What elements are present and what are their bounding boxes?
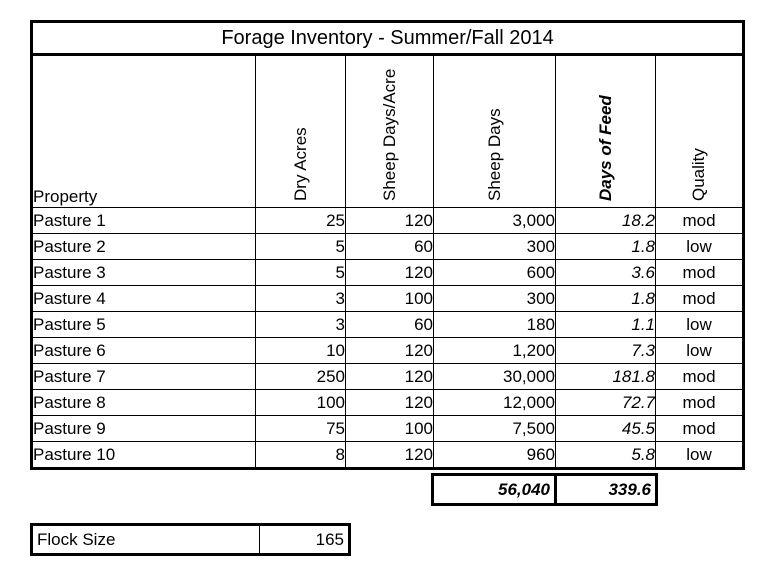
sheep-days-cell: 960	[434, 442, 556, 469]
property-cell: Pasture 1	[32, 208, 256, 234]
days-of-feed-cell: 5.8	[556, 442, 656, 469]
header-property: Property	[32, 55, 256, 208]
dry-acres-cell: 8	[256, 442, 346, 469]
sheep-days-per-acre-cell: 60	[346, 234, 434, 260]
header-sheep-days-per-acre: Sheep Days/Acre	[379, 68, 399, 201]
property-cell: Pasture 3	[32, 260, 256, 286]
days-of-feed-cell: 45.5	[556, 416, 656, 442]
dry-acres-cell: 5	[256, 260, 346, 286]
property-cell: Pasture 8	[32, 390, 256, 416]
dry-acres-cell: 3	[256, 286, 346, 312]
sheep-days-cell: 12,000	[434, 390, 556, 416]
days-of-feed-cell: 1.8	[556, 286, 656, 312]
header-row	[32, 55, 744, 208]
header-quality-cell	[656, 55, 744, 208]
table-row	[32, 364, 744, 390]
dry-acres-cell: 100	[256, 390, 346, 416]
header-sheep-days-acre-cell	[346, 55, 434, 208]
dry-acres-cell: 3	[256, 312, 346, 338]
dry-acres-cell: 10	[256, 338, 346, 364]
property-cell: Pasture 2	[32, 234, 256, 260]
table-body	[32, 208, 744, 469]
table-row	[32, 260, 744, 286]
forage-inventory-table	[30, 20, 745, 470]
days-of-feed-cell: 1.1	[556, 312, 656, 338]
header-dry-acres: Dry Acres	[290, 127, 310, 201]
table-row	[32, 234, 744, 260]
quality-cell: mod	[656, 364, 744, 390]
sheep-days-per-acre-cell: 100	[346, 286, 434, 312]
sheep-days-cell: 600	[434, 260, 556, 286]
days-of-feed-cell: 72.7	[556, 390, 656, 416]
totals-box	[431, 473, 658, 506]
sheep-days-per-acre-cell: 120	[346, 390, 434, 416]
header-sheep-days: Sheep Days	[484, 108, 504, 201]
property-cell: Pasture 5	[32, 312, 256, 338]
sheep-days-per-acre-cell: 120	[346, 442, 434, 469]
quality-cell: low	[656, 338, 744, 364]
dry-acres-cell: 25	[256, 208, 346, 234]
sheep-days-cell: 300	[434, 286, 556, 312]
property-cell: Pasture 9	[32, 416, 256, 442]
table-row	[32, 312, 744, 338]
sheep-days-cell: 30,000	[434, 364, 556, 390]
sheep-days-cell: 180	[434, 312, 556, 338]
property-cell: Pasture 4	[32, 286, 256, 312]
sheep-days-per-acre-cell: 120	[346, 364, 434, 390]
table-row	[32, 390, 744, 416]
sheep-days-per-acre-cell: 60	[346, 312, 434, 338]
property-cell: Pasture 10	[32, 442, 256, 469]
dry-acres-cell: 75	[256, 416, 346, 442]
dry-acres-cell: 250	[256, 364, 346, 390]
quality-cell: mod	[656, 208, 744, 234]
header-sheep-days-cell	[434, 55, 556, 208]
sheep-days-per-acre-cell: 120	[346, 338, 434, 364]
sheep-days-per-acre-cell: 120	[346, 260, 434, 286]
days-of-feed-cell: 181.8	[556, 364, 656, 390]
table-row	[32, 208, 744, 234]
header-dry-acres-cell	[256, 55, 346, 208]
total-days-of-feed: 339.6	[608, 480, 651, 499]
property-cell: Pasture 7	[32, 364, 256, 390]
quality-cell: mod	[656, 416, 744, 442]
days-of-feed-cell: 3.6	[556, 260, 656, 286]
days-of-feed-cell: 18.2	[556, 208, 656, 234]
table-row	[32, 286, 744, 312]
days-of-feed-cell: 1.8	[556, 234, 656, 260]
table-row	[32, 416, 744, 442]
quality-cell: low	[656, 234, 744, 260]
quality-cell: mod	[656, 390, 744, 416]
quality-cell: low	[656, 442, 744, 469]
flock-size-box	[30, 523, 351, 556]
header-days-of-feed: Days of Feed	[595, 95, 615, 201]
table-row	[32, 442, 744, 469]
sheep-days-cell: 3,000	[434, 208, 556, 234]
sheep-days-cell: 300	[434, 234, 556, 260]
quality-cell: low	[656, 312, 744, 338]
header-quality: Quality	[689, 148, 709, 201]
sheep-days-per-acre-cell: 100	[346, 416, 434, 442]
total-sheep-days: 56,040	[434, 476, 557, 503]
property-cell: Pasture 6	[32, 338, 256, 364]
table-row	[32, 338, 744, 364]
sheep-days-per-acre-cell: 120	[346, 208, 434, 234]
dry-acres-cell: 5	[256, 234, 346, 260]
sheep-days-cell: 7,500	[434, 416, 556, 442]
quality-cell: mod	[656, 286, 744, 312]
table-title: Forage Inventory - Summer/Fall 2014	[32, 22, 744, 55]
flock-size-value: 165	[315, 530, 344, 549]
quality-cell: mod	[656, 260, 744, 286]
title-row	[32, 22, 744, 55]
sheep-days-cell: 1,200	[434, 338, 556, 364]
days-of-feed-cell: 7.3	[556, 338, 656, 364]
flock-size-label: Flock Size	[33, 526, 260, 553]
header-days-of-feed-cell	[556, 55, 656, 208]
